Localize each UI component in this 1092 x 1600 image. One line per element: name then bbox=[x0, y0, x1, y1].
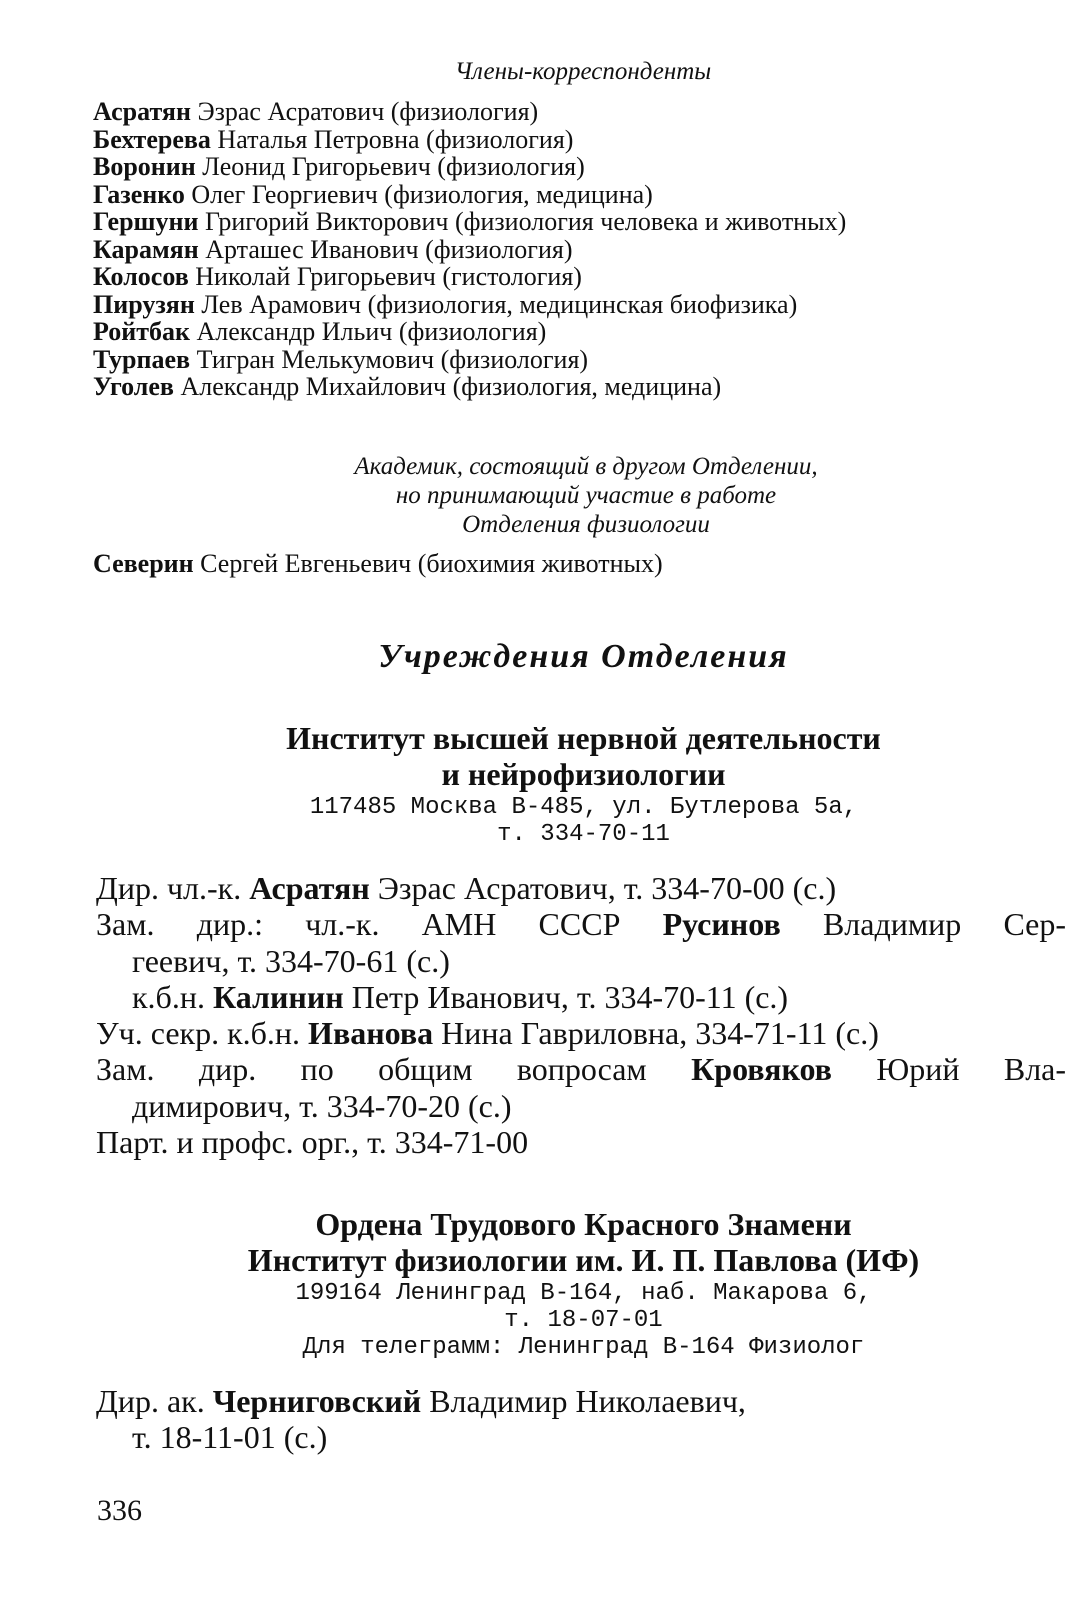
staff-line bbox=[96, 870, 1066, 906]
list-item bbox=[93, 153, 1073, 181]
member-details: Наталья Петровна (физиология) bbox=[217, 124, 574, 154]
member-details: Лев Арамович (физиология, медицинская биофизика) bbox=[201, 289, 798, 319]
institute-address-line: Для телеграмм: Ленинград В-164 Физиолог bbox=[302, 1334, 865, 1361]
list-item bbox=[93, 208, 1073, 236]
staff-surname: Асратян bbox=[249, 870, 370, 906]
institute-1-staff bbox=[96, 870, 1066, 1160]
institutions-heading: Учреждения Отделения bbox=[378, 638, 789, 675]
staff-details: Юрий Вла- bbox=[876, 1051, 1067, 1088]
staff-surname: Кровяков bbox=[691, 1051, 832, 1088]
staff-line bbox=[96, 1051, 1066, 1087]
member-surname: Турпаев bbox=[93, 344, 191, 374]
list-item bbox=[93, 236, 1073, 264]
member-surname: Газенко bbox=[93, 179, 185, 209]
staff-title: Зам. дир. по общим вопросам bbox=[96, 1051, 647, 1088]
member-details: Олег Георгиевич (физиология, медицина) bbox=[191, 179, 653, 209]
list-item bbox=[93, 181, 1073, 209]
member-details: Эзрас Асратович (физиология) bbox=[197, 97, 539, 126]
staff-surname: Иванова bbox=[308, 1015, 434, 1052]
staff-title: Уч. секр. к.б.н. bbox=[96, 1015, 301, 1052]
member-surname: Асратян bbox=[93, 97, 191, 126]
institute-address-line: т. 334-70-11 bbox=[497, 821, 670, 848]
staff-line: Парт. и профс. орг., т. 334-71-00 bbox=[96, 1124, 529, 1161]
list-item bbox=[93, 318, 1073, 346]
staff-line: димирович, т. 334-70-20 (с.) bbox=[132, 1087, 512, 1124]
staff-details: Владимир Николаевич, bbox=[429, 1383, 746, 1419]
staff-line bbox=[96, 906, 1066, 942]
academic-heading-line: но принимающий участие в работе bbox=[395, 482, 777, 509]
institute-address-line: т. 18-07-01 bbox=[504, 1307, 663, 1334]
staff-surname: Русинов bbox=[662, 906, 781, 943]
member-surname: Ройтбак bbox=[93, 317, 190, 346]
list-item bbox=[93, 263, 1073, 291]
member-details: Тигран Мелькумович (физиология) bbox=[196, 344, 589, 374]
staff-line: геевич, т. 334-70-61 (с.) bbox=[132, 942, 450, 979]
staff-details: Эзрас Асратович, т. 334-70-00 (с.) bbox=[377, 870, 837, 906]
member-details: Александр Ильич (физиология) bbox=[196, 317, 547, 346]
institute-name-line: Ордена Трудового Красного Знамени bbox=[315, 1206, 852, 1242]
institute-name-line: Институт высшей нервной деятельности bbox=[286, 720, 881, 756]
members-list bbox=[93, 98, 1073, 401]
institute-1-header bbox=[96, 720, 1071, 846]
member-details: Григорий Викторович (физиология человека и животных) bbox=[204, 207, 847, 236]
staff-line bbox=[96, 1383, 1066, 1419]
staff-line bbox=[96, 1015, 1066, 1051]
academic-heading-line: Академик, состоящий в другом Отделении, bbox=[354, 453, 818, 480]
staff-line bbox=[96, 979, 1066, 1015]
member-surname: Карамян bbox=[93, 234, 199, 264]
staff-title: Дир. ак. bbox=[96, 1383, 205, 1419]
staff-surname: Черниговский bbox=[212, 1383, 422, 1419]
staff-title: Зам. дир.: чл.-к. АМН СССР bbox=[96, 906, 621, 943]
staff-surname: Калинин bbox=[212, 978, 344, 1015]
academic-heading-line: Отделения физиологии bbox=[462, 511, 710, 538]
institute-address-line: 199164 Ленинград В-164, наб. Макарова 6, bbox=[295, 1280, 872, 1307]
institute-address-line: 117485 Москва В-485, ул. Бутлерова 5а, bbox=[309, 794, 858, 821]
member-surname: Гершуни bbox=[93, 207, 199, 236]
academic-details: Сергей Евгеньевич (биохимия животных) bbox=[200, 549, 663, 578]
staff-title: к.б.н. bbox=[132, 978, 205, 1015]
list-item bbox=[93, 291, 1073, 319]
member-surname: Уголев bbox=[93, 372, 174, 401]
staff-details: Петр Иванович, т. 334-70-11 (с.) bbox=[351, 978, 789, 1015]
staff-line: т. 18-11-01 (с.) bbox=[132, 1419, 328, 1456]
member-surname: Воронин bbox=[93, 152, 196, 181]
member-details: Леонид Григорьевич (физиология) bbox=[202, 152, 585, 181]
list-item bbox=[93, 98, 1073, 126]
list-item bbox=[93, 346, 1073, 374]
institute-2-staff bbox=[96, 1383, 1066, 1456]
academic-entry bbox=[93, 549, 663, 579]
member-details: Арташес Иванович (физиология) bbox=[205, 234, 573, 264]
staff-title: Дир. чл.-к. bbox=[96, 870, 242, 906]
member-details: Николай Григорьевич (гистология) bbox=[195, 262, 582, 291]
academic-heading bbox=[96, 452, 1076, 539]
member-details: Александр Михайлович (физиология, медицина) bbox=[180, 372, 722, 401]
institute-2-header bbox=[96, 1206, 1071, 1359]
academic-surname: Северин bbox=[93, 549, 194, 578]
page-number: 336 bbox=[97, 1494, 142, 1527]
staff-details: Владимир Сер- bbox=[822, 906, 1067, 943]
institute-name-line: и нейрофизиологии bbox=[441, 756, 726, 792]
staff-details: Нина Гавриловна, 334-71-11 (с.) bbox=[441, 1015, 879, 1052]
institute-name-line: Институт физиологии им. И. П. Павлова (ИФ) bbox=[247, 1242, 920, 1278]
member-surname: Колосов bbox=[93, 262, 189, 291]
list-item bbox=[93, 373, 1073, 401]
member-surname: Пирузян bbox=[93, 289, 195, 319]
members-heading: Члены-корреспонденты bbox=[454, 58, 712, 85]
list-item bbox=[93, 126, 1073, 154]
member-surname: Бехтерева bbox=[93, 124, 211, 154]
